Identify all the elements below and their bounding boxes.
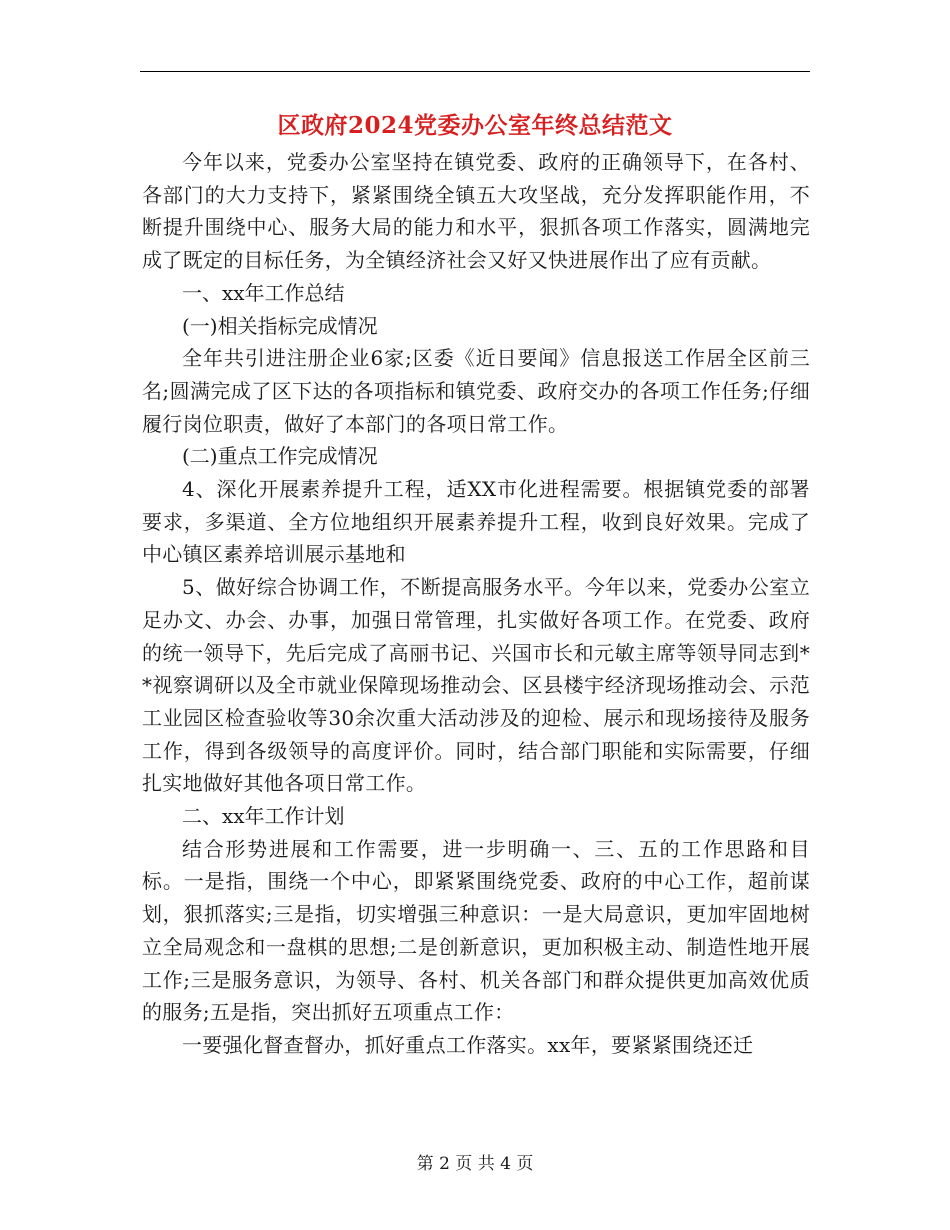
indicators-paragraph: 全年共引进注册企业6家;区委《近日要闻》信息报送工作居全区前三名;圆满完成了区下达的各项指标和镇党委、政府交办的各项工作任务;仔细履行岗位职责，做好了本部门的各项日常工作。 bbox=[142, 346, 810, 436]
subsection-heading-indicators: (一)相关指标完成情况 bbox=[182, 313, 378, 338]
plan-paragraph: 结合形势进展和工作需要，进一步明确一、三、五的工作思路和目标。一是指，围绕一个中心，即紧紧围绕党委、政府的中心工作，超前谋划，狠抓落实;三是指，切实增强三种意识：一是大局意识，更加牢固地树立全局观念和一盘棋的思想;二是创新意识，更加积极主动、制造性地开展工作;三是服务意识，为领导、各村、机关各部门和群众提供更加高效优质的服务;五是指，突出抓好五项重点工作： bbox=[142, 836, 810, 1025]
header-rule bbox=[140, 71, 810, 72]
section-heading-summary: 一、xx年工作总结 bbox=[182, 280, 345, 305]
key-work-item-5: 5、做好综合协调工作，不断提高服务水平。今年以来，党委办公室立足办文、办会、办事，加强日常管理，扎实做好各项工作。在党委、政府的统一领导下，先后完成了高丽书记、兴国市长和元敏主席等领导同志到**视察调研以及全市就业保障现场推动会、区县楼宇经济现场推动会、示范工业园区检查验收等30余次重大活动涉及的迎检、展示和现场接待及服务工作，得到各级领导的高度评价。同时，结合部门职能和实际需要，仔细扎实地做好其他各项日常工作。 bbox=[142, 575, 810, 796]
section-heading-plan: 二、xx年工作计划 bbox=[182, 804, 345, 829]
document-body bbox=[142, 146, 810, 1062]
plan-item-1: 一要强化督查督办，抓好重点工作落实。xx年，要紧紧围绕还迁 bbox=[182, 1032, 754, 1057]
intro-paragraph: 今年以来，党委办公室坚持在镇党委、政府的正确领导下，在各村、各部门的大力支持下，紧紧围绕全镇五大攻坚战，充分发挥职能作用，不断提升围绕中心、服务大局的能力和水平，狠抓各项工作落实，圆满地完成了既定的目标任务，为全镇经济社会又好又快进展作出了应有贡献。 bbox=[142, 150, 810, 273]
subsection-heading-key-work: (二)重点工作完成情况 bbox=[182, 444, 378, 469]
page-number-footer: 第 2 页 共 4 页 bbox=[416, 1154, 534, 1174]
key-work-item-4: 4、深化开展素养提升工程，适XX市化进程需要。根据镇党委的部署要求，多渠道、全方位地组织开展素养提升工程，收到良好效果。完成了中心镇区素养培训展示基地和 bbox=[142, 477, 810, 567]
document-title: 区政府2024党委办公室年终总结范文 bbox=[277, 112, 673, 139]
